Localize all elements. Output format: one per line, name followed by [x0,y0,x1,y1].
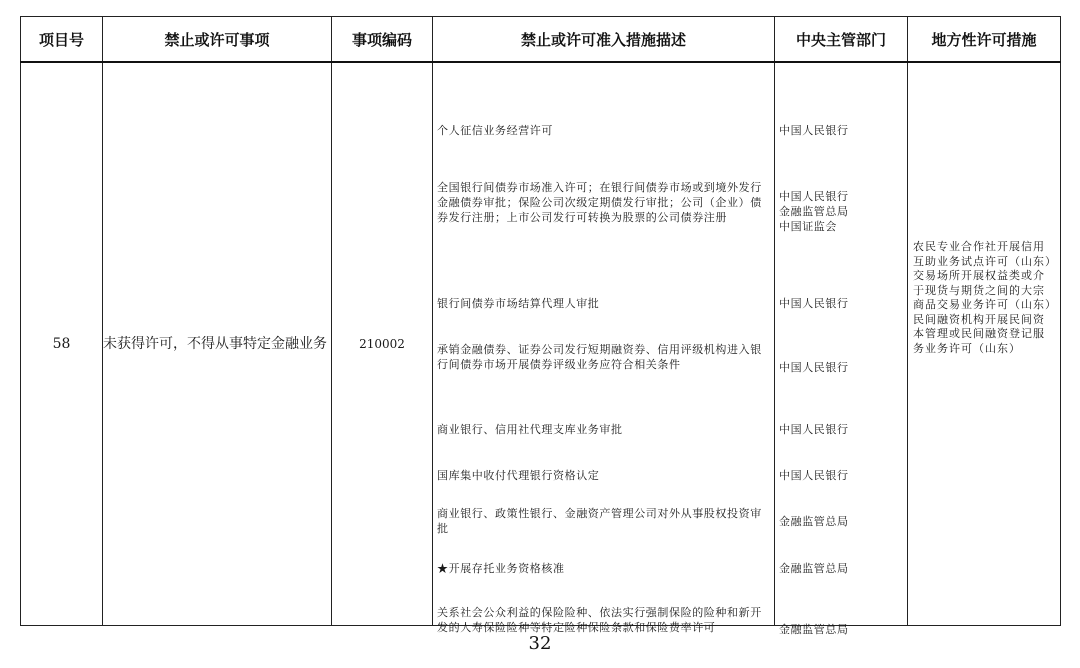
measure-description: 关系社会公众利益的保险险种、依法实行强制保险的险种和新开发的人寿保险险种等特定险种保险条款和保险费率许可 [437,606,762,634]
table-row [21,62,1061,626]
measure-department: 中国人民银行 金融监管总局 中国证监会 [779,190,849,233]
local-measures-cell [908,62,1061,626]
measure-description: 商业银行、政策性银行、金融资产管理公司对外从事股权投资审批 [437,507,762,535]
measure-description: 国库集中收付代理银行资格认定 [437,469,600,482]
measure-department: 金融监管总局 [779,562,849,575]
matter-text: 未获得许可，不得从事特定金融业务 [103,62,332,626]
description-cell [433,62,775,634]
header-department: 中央主管部门 [775,17,908,63]
header-matter: 禁止或许可事项 [103,17,332,63]
local-measures [913,240,1055,356]
local-measure: 农民专业合作社开展信用互助业务试点许可（山东） [913,240,1057,268]
measure-description: 银行间债券市场结算代理人审批 [437,297,600,310]
measure-description: ★开展存托业务资格核准 [437,562,565,575]
measure-department: 中国人民银行 [779,124,849,137]
local-measure: 民间融资机构开展民间资本管理或民间融资登记服务业务许可（山东） [913,312,1045,355]
measure-description: 个人征信业务经营许可 [437,124,553,137]
department-cell [775,62,908,636]
measure-department: 中国人民银行 [779,423,849,436]
measure-department: 金融监管总局 [779,623,849,636]
header-local: 地方性许可措施 [908,17,1061,63]
measure-department: 中国人民银行 [779,361,849,374]
measure-department: 金融监管总局 [779,515,849,528]
header-item-no: 项目号 [21,17,103,63]
measure-description: 承销金融债券、证券公司发行短期融资券、信用评级机构进入银行间债券市场开展债券评级业务应符合相关条件 [437,343,762,371]
header-code: 事项编码 [332,17,433,63]
permit-table [20,16,1061,636]
local-measure: 交易场所开展权益类或介于现货与期货之间的大宗商品交易业务许可（山东） [913,269,1057,311]
header-description: 禁止或许可准入措施描述 [433,17,775,63]
item-number: 58 [21,62,103,626]
measure-description: 全国银行间债券市场准入许可；在银行间债券市场或到境外发行金融债券审批；保险公司次级定期债发行审批；公司（企业）债券发行注册；上市公司发行可转换为股票的公司债券注册 [437,181,762,224]
page-number: 32 [528,633,552,654]
measure-department: 中国人民银行 [779,469,849,482]
table-header-row [21,17,1061,63]
item-code: 210002 [332,62,433,626]
measure-description: 商业银行、信用社代理支库业务审批 [437,423,623,436]
measure-department: 中国人民银行 [779,297,849,310]
